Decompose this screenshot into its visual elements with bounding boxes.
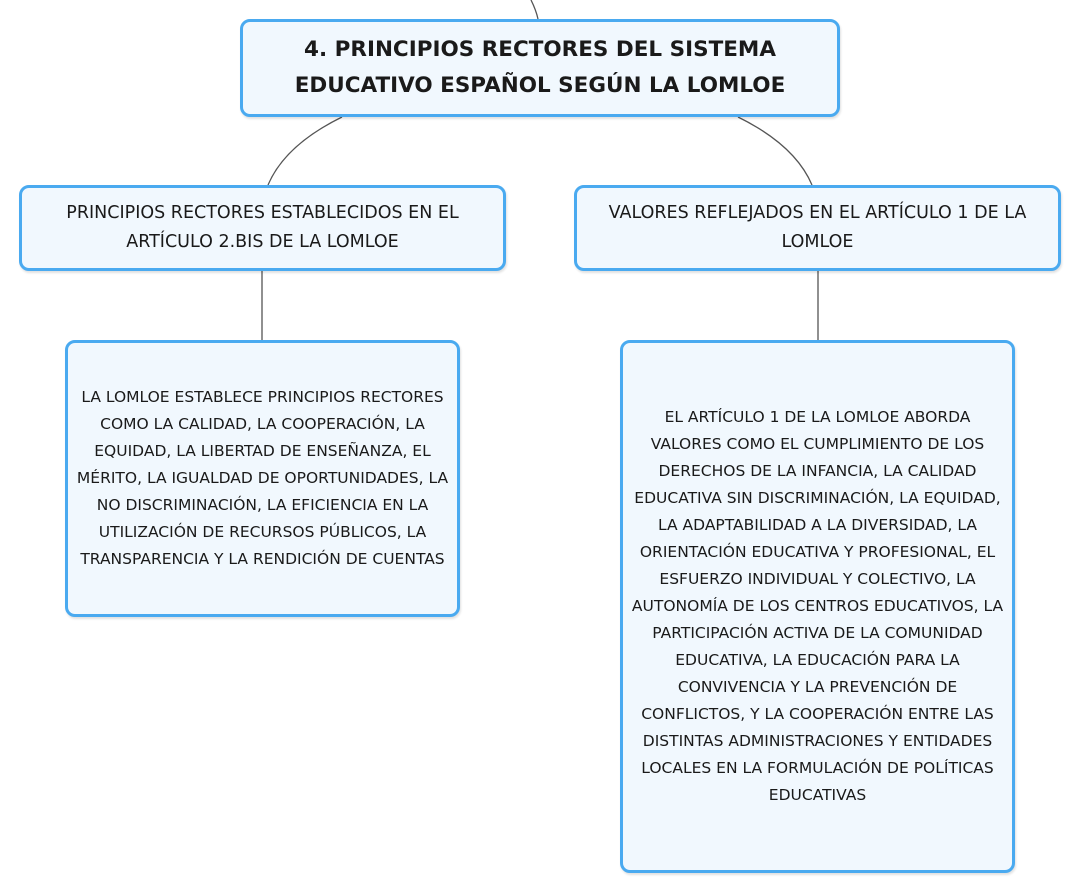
left-detail-text: LA LOMLOE ESTABLECE PRINCIPIOS RECTORES COMO LA CALIDAD, LA COOPERACIÓN, LA EQUIDAD, LA LIBERTAD DE ENSEÑANZA, EL MÉRITO, LA IGUALDAD DE OPORTUNIDADES, LA NO DISCRIMINACIÓN, LA EFICIENCIA EN LA UTILIZACIÓN DE RECURSOS PÚBLICOS, LA TRANSPARENCIA Y LA RENDICIÓN DE CUENTAS [76,388,449,568]
left-subtopic-heading: PRINCIPIOS RECTORES ESTABLECIDOS EN EL ARTÍCULO 2.BIS DE LA LOMLOE [66,203,459,252]
left-detail-node[interactable] [65,340,460,617]
right-subtopic-heading: VALORES REFLEJADOS EN EL ARTÍCULO 1 DE LA LOMLOE [608,203,1027,252]
connector-root-to-left [268,117,342,185]
root-topic-node[interactable] [240,19,840,117]
root-topic-title: 4. PRINCIPIOS RECTORES DEL SISTEMA EDUCATIVO ESPAÑOL SEGÚN LA LOMLOE [294,37,786,98]
connector-parent-to-root [531,0,538,19]
connector-root-to-right [738,117,812,185]
right-detail-text: EL ARTÍCULO 1 DE LA LOMLOE ABORDA VALORES COMO EL CUMPLIMIENTO DE LOS DERECHOS DE LA INFANCIA, LA CALIDAD EDUCATIVA SIN DISCRIMINACIÓN, LA EQUIDAD, LA ADAPTABILIDAD A LA DIVERSIDAD, LA ORIENTACIÓN EDUCATIVA Y PROFESIONAL, EL ESFUERZO INDIVIDUAL Y COLECTIVO, LA AUTONOMÍA DE LOS CENTROS EDUCATIVOS, LA PARTICIPACIÓN ACTIVA DE LA COMUNIDAD EDUCATIVA, LA EDUCACIÓN PARA LA CONVIVENCIA Y LA PREVENCIÓN DE CONFLICTOS, Y LA COOPERACIÓN ENTRE LAS DISTINTAS ADMINISTRACIONES Y ENTIDADES LOCALES EN LA FORMULACIÓN DE POLÍTICAS EDUCATIVAS [631,408,1004,804]
left-subtopic-node[interactable] [19,185,506,271]
right-subtopic-node[interactable] [574,185,1061,271]
right-detail-node[interactable] [620,340,1015,873]
